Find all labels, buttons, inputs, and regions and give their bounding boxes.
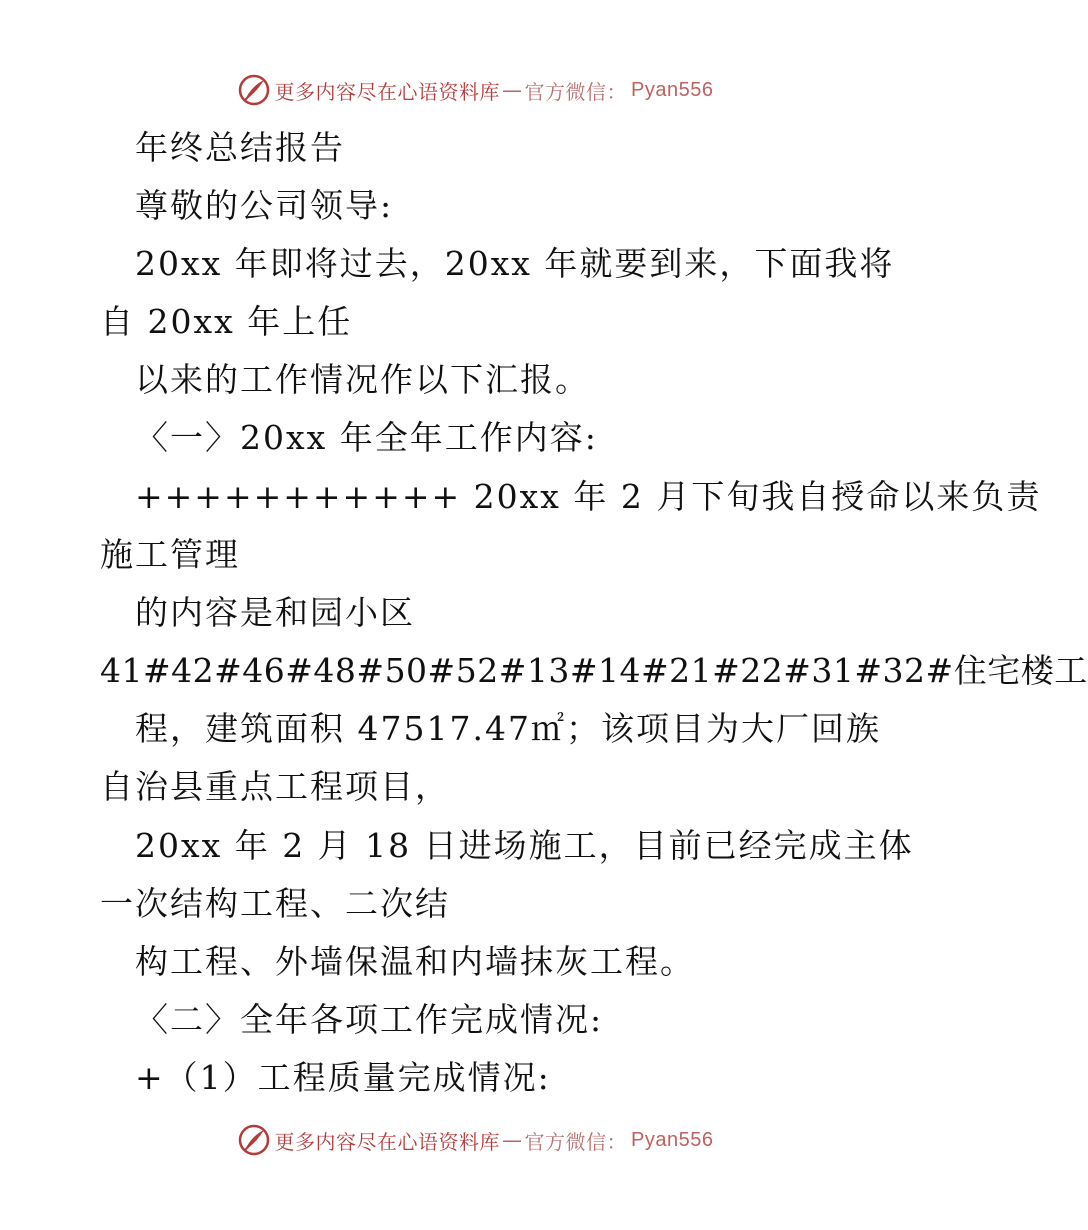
quill-logo-icon [237, 1123, 271, 1157]
section-heading: 〈二〉全年各项工作完成情况: [135, 1000, 604, 1039]
section-heading: 〈一〉20xx 年全年工作内容: [135, 418, 598, 457]
watermark-separator: — [502, 78, 523, 102]
text-line: 以来的工作情况作以下汇报。 [135, 360, 590, 399]
watermark-site-text: 更多内容尽在心语资料库 [274, 79, 501, 104]
quill-logo-icon [237, 73, 271, 107]
subsection-heading: +（1）工程质量完成情况: [135, 1058, 551, 1097]
text-line: 自治县重点工程项目， [100, 767, 450, 806]
text-line: 自 20xx 年上任 [100, 302, 353, 341]
watermark-separator: — [502, 1128, 523, 1152]
text-line: 20xx 年 2 月 18 日进场施工，目前已经完成主体 [135, 826, 914, 865]
text-line: 构工程、外墙保温和内墙抹灰工程。 [135, 942, 695, 981]
text-line: 施工管理 [100, 535, 240, 574]
watermark-banner-bottom [0, 1120, 950, 1160]
watermark-wechat-label: 官方微信： [524, 79, 628, 104]
text-line: 的内容是和园小区 [135, 593, 415, 632]
text-line: 程，建筑面积 47517.47㎡；该项目为大厂回族 [135, 709, 881, 748]
watermark-account: Pyan556 [631, 1128, 714, 1151]
watermark-wechat-label: 官方微信： [524, 1129, 628, 1154]
document-title: 年终总结报告 [135, 128, 345, 167]
watermark-site-text: 更多内容尽在心语资料库 [274, 1129, 501, 1154]
text-line: 尊敬的公司领导: [135, 186, 394, 225]
text-line: 20xx 年即将过去，20xx 年就要到来，下面我将 [135, 244, 895, 283]
watermark-account: Pyan556 [631, 78, 714, 101]
text-line: +++++++++++ 20xx 年 2 月下旬我自授命以来负责 [135, 477, 1042, 516]
text-line: 一次结构工程、二次结 [100, 884, 450, 923]
watermark-banner-top [0, 70, 950, 110]
text-line: 41#42#46#48#50#52#13#14#21#22#31#32#住宅楼工 [100, 651, 1088, 690]
